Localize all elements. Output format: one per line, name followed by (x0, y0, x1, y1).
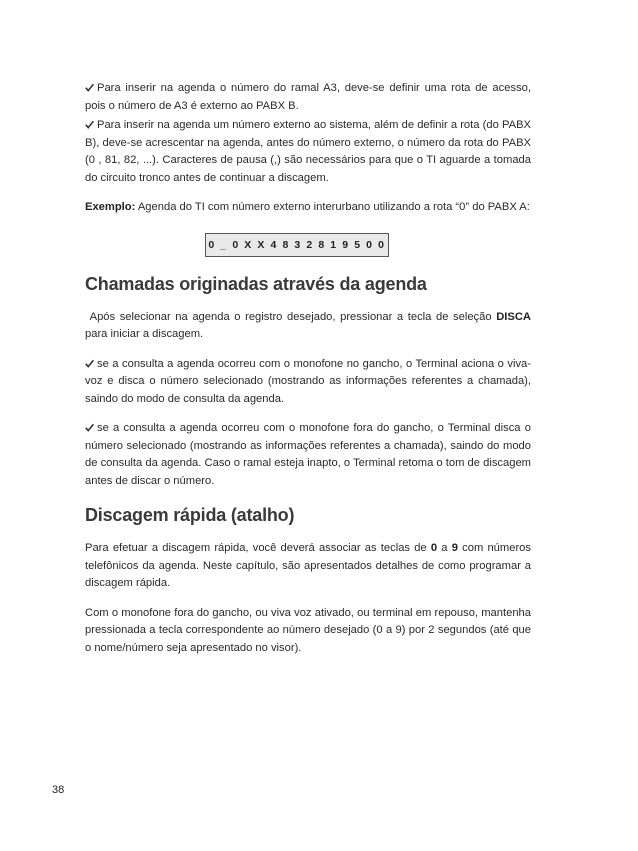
section-title: Chamadas originadas através da agenda (85, 273, 427, 294)
example-paragraph (85, 199, 531, 217)
section-intro (85, 309, 531, 344)
key-0: 0 (430, 542, 438, 554)
disca-key: DISCA (496, 310, 531, 323)
bullet-text: Para inserir na agenda um número externo ao sistema, além de definir a rota (do PABX B), deve-se acrescentar na agenda, antes do número externo, o número da rota do PABX (0 , 81, 82, ...). Caracteres de pausa (,) são necessários para que o TI aguarde a tomada do circuito tronco antes de continuar a discagem. (85, 119, 531, 184)
page-number: 38 (52, 784, 65, 796)
key-9: 9 (451, 542, 458, 554)
check-icon (85, 120, 94, 129)
bullet-paragraph (85, 80, 531, 115)
bullet-paragraph (85, 117, 531, 187)
intro-text: Após selecionar na agenda o registro desejado, pressionar a tecla de seleção (89, 310, 497, 323)
intro-text-end: para iniciar a discagem. (85, 328, 204, 340)
para-text: Para efetuar a discagem rápida, você deverá associar as teclas de (85, 542, 431, 554)
bullet-paragraph (85, 420, 531, 490)
check-icon (85, 423, 94, 432)
body-paragraph (85, 540, 531, 593)
section-title: Discagem rápida (atalho) (85, 505, 295, 525)
bullet-text: Para inserir na agenda o número do ramal A3, deve-se definir uma rota de acesso, pois o número de A3 é externo ao PABX B. (85, 82, 531, 112)
example-text: Agenda do TI com número externo interurbano utilizando a rota “0” do PABX A: (135, 201, 530, 213)
page-content (85, 80, 531, 657)
check-icon (85, 83, 94, 92)
bullet-text: se a consulta a agenda ocorreu com o monofone no gancho, o Terminal aciona o viva-voz e disca o número selecionado (mostrando as informações referentes a chamada), saindo do modo de consulta da agenda. (85, 357, 531, 405)
bullet-text: se a consulta a agenda ocorreu com o monofone fora do gancho, o Terminal disca o número selecionado (mostrando as informações referentes a chamada), saindo do modo de consulta da agenda. Caso o ramal esteja inapto, o Terminal retoma o tom de discagem antes de discar o número. (85, 422, 531, 487)
body-paragraph: Com o monofone fora do gancho, ou viva voz ativado, ou terminal em repouso, mantenha pressionada a tecla correspondente ao número desejado (0 a 9) por 2 segundos (até que o nome/número seja apresentado no visor). (85, 606, 531, 654)
dial-code-box: 0 _ 0 X X 4 8 3 2 8 1 9 5 0 0 (205, 233, 389, 257)
check-icon (85, 359, 94, 368)
bullet-paragraph (85, 356, 531, 409)
para-text: a (437, 542, 452, 554)
para-text: com números telefônicos da agenda. Neste capítulo, são apresentados detalhes de como programar a discagem rápida. (85, 542, 531, 589)
example-label: Exemplo: (85, 201, 136, 213)
